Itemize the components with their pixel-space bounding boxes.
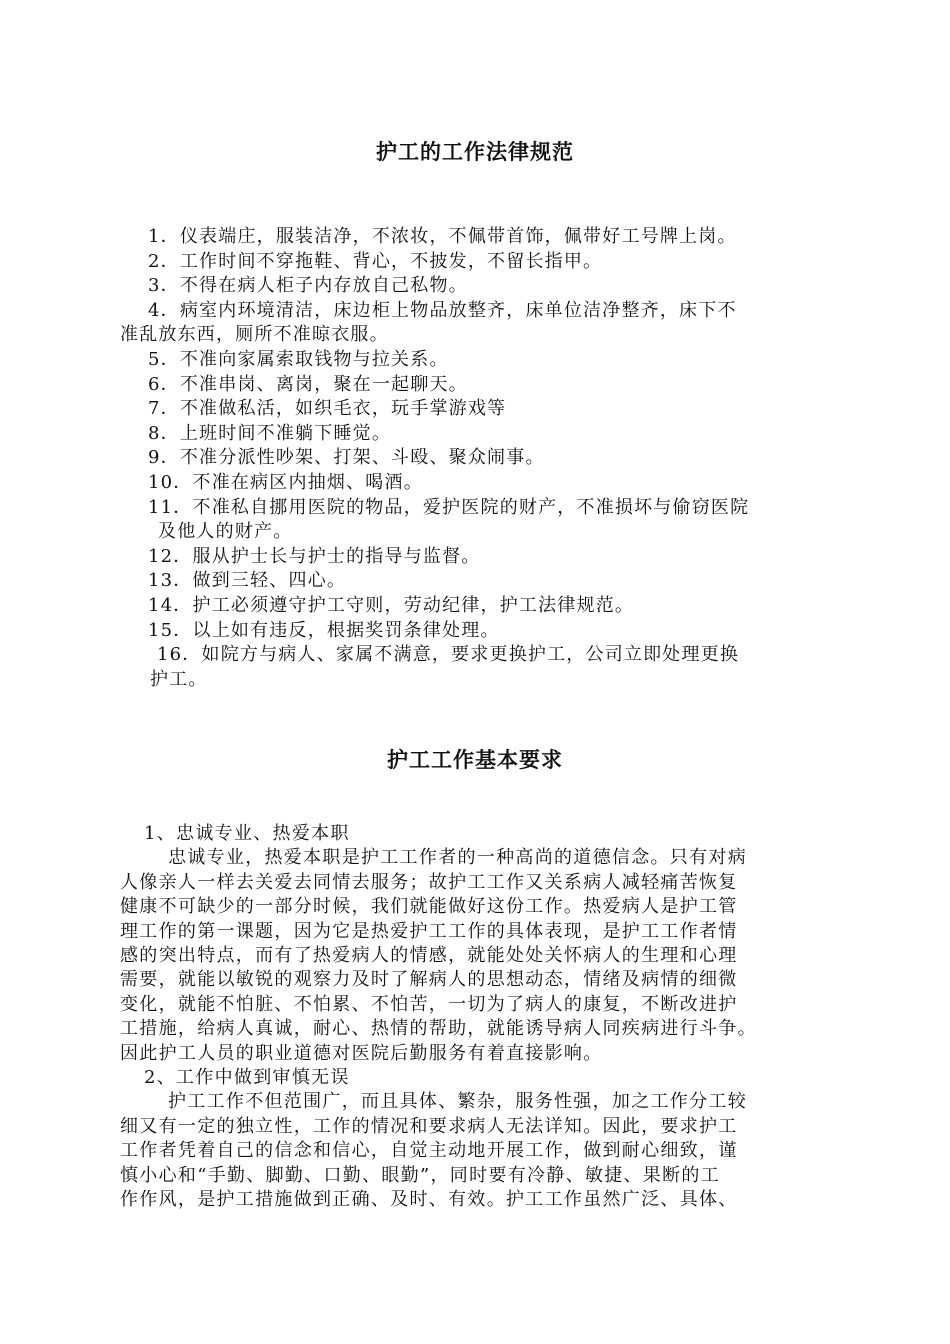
rule-line: 3．不得在病人柜子内存放自己私物。 (148, 275, 468, 297)
rule-line: 16．如院方与病人、家属不满意，要求更换护工，公司立即处理更换 (157, 644, 740, 666)
rule-item (120, 299, 860, 348)
rule-line: 护工。 (150, 668, 208, 690)
paragraph-line: 人像亲人一样去关爱去同情去服务；故护工工作又关系病人减轻痛苦恢复 (120, 871, 738, 893)
paragraph-line: 护工工作不但范围广，而且具体、繁杂，服务性强，加之工作分工较 (168, 1091, 747, 1113)
rule-item (120, 545, 860, 570)
paragraph-line: 工措施，给病人真诚，耐心、热情的帮助，就能诱导病人同疾病进行斗争。 (120, 1018, 757, 1040)
rule-line: 1．仪表端庄，服装洁净，不浓妆，不佩带首饰，佩带好工号牌上岗。 (148, 226, 737, 247)
rule-line: 7．不准做私活，如织毛衣，玩手掌游戏等 (148, 398, 507, 420)
rule-item (120, 446, 860, 471)
rules-list (120, 225, 860, 692)
paragraph-line: 变化，就能不怕脏、不怕累、不怕苦，一切为了病人的康复，不断改进护 (120, 993, 738, 1015)
rule-line: 6．不准串岗、离岗，聚在一起聊天。 (148, 373, 468, 395)
section1-title: 护工的工作法律规范 (376, 139, 574, 164)
section2-title: 护工工作基本要求 (387, 747, 563, 772)
paragraph-line: 慎小心和“手勤、脚勤、口勤、眼勤”，同时要有冷静、敏捷、果断的工 (120, 1164, 721, 1186)
paragraph-line: 健康不可缺少的一部分时候，我们就能做好这份工作。热爱病人是护工管 (120, 896, 738, 918)
rule-line: 15．以上如有违反，根据奖罚条律处理。 (148, 619, 500, 641)
rule-item (120, 569, 860, 594)
rule-item (120, 397, 860, 422)
rule-line: 2．工作时间不穿拖鞋、背心，不披发，不留长指甲。 (148, 250, 603, 272)
rule-line: 准乱放东西，厕所不准晾衣服。 (120, 324, 389, 346)
paragraph-line: 需要，就能以敏锐的观察力及时了解病人的思想动态，情绪及病情的细微 (120, 969, 738, 991)
paragraph-line: 细又有一定的独立性，工作的情况和要求病人无法详知。因此，要求护工 (120, 1115, 738, 1137)
paragraph-line: 忠诚专业，热爱本职是护工工作者的一种高尚的道德信念。只有对病 (168, 847, 747, 869)
rule-line: 10．不准在病区内抽烟、喝酒。 (148, 471, 423, 493)
rule-item (120, 594, 860, 619)
subheading: 1、忠诚专业、热爱本职 (144, 823, 350, 844)
rule-item (120, 496, 860, 545)
rule-item (120, 422, 860, 447)
rule-line: 及他人的财产。 (158, 521, 293, 543)
rule-line: 14．护工必须遵守护工守则，劳动纪律，护工法律规范。 (148, 594, 635, 616)
rule-line: 9．不准分派性吵架、打架、斗殴、聚众闹事。 (148, 447, 545, 469)
rule-item (120, 643, 860, 692)
requirements-body (120, 822, 865, 1213)
rule-line: 13．做到三轻、四心。 (148, 570, 347, 592)
rule-line: 4．病室内环境清洁，床边柜上物品放整齐，床单位洁净整齐，床下不 (148, 299, 737, 321)
rule-item (120, 225, 860, 250)
rule-item (120, 373, 860, 398)
paragraph-line: 作作风，是护工措施做到正确、及时、有效。护工工作虽然广泛、具体、 (120, 1189, 738, 1211)
rule-item (120, 619, 860, 644)
rule-item (120, 250, 860, 275)
rule-item (120, 348, 860, 373)
rule-line: 11．不准私自挪用医院的物品，爱护医院的财产，不准损坏与偷窃医院 (148, 496, 750, 518)
rule-line: 8．上班时间不准躺下睡觉。 (148, 422, 392, 444)
paragraph-line: 工作者凭着自己的信念和信心，自觉主动地开展工作，做到耐心细致，谨 (120, 1140, 738, 1162)
rule-item (120, 471, 860, 496)
subheading: 2、工作中做到审慎无误 (144, 1067, 350, 1089)
paragraph-line: 理工作的第一课题，因为它是热爱护工工作的具体表现，是护工工作者情 (120, 920, 738, 942)
rule-line: 12．服从护士长与护士的指导与监督。 (148, 545, 481, 567)
rule-line: 5．不准向家属索取钱物与拉关系。 (148, 348, 449, 370)
paragraph-line: 感的突出特点，而有了热爱病人的情感，就能处处关怀病人的生理和心理 (120, 945, 738, 967)
rule-item (120, 274, 860, 299)
paragraph-line: 因此护工人员的职业道德对医院后勤服务有着直接影响。 (120, 1042, 603, 1064)
